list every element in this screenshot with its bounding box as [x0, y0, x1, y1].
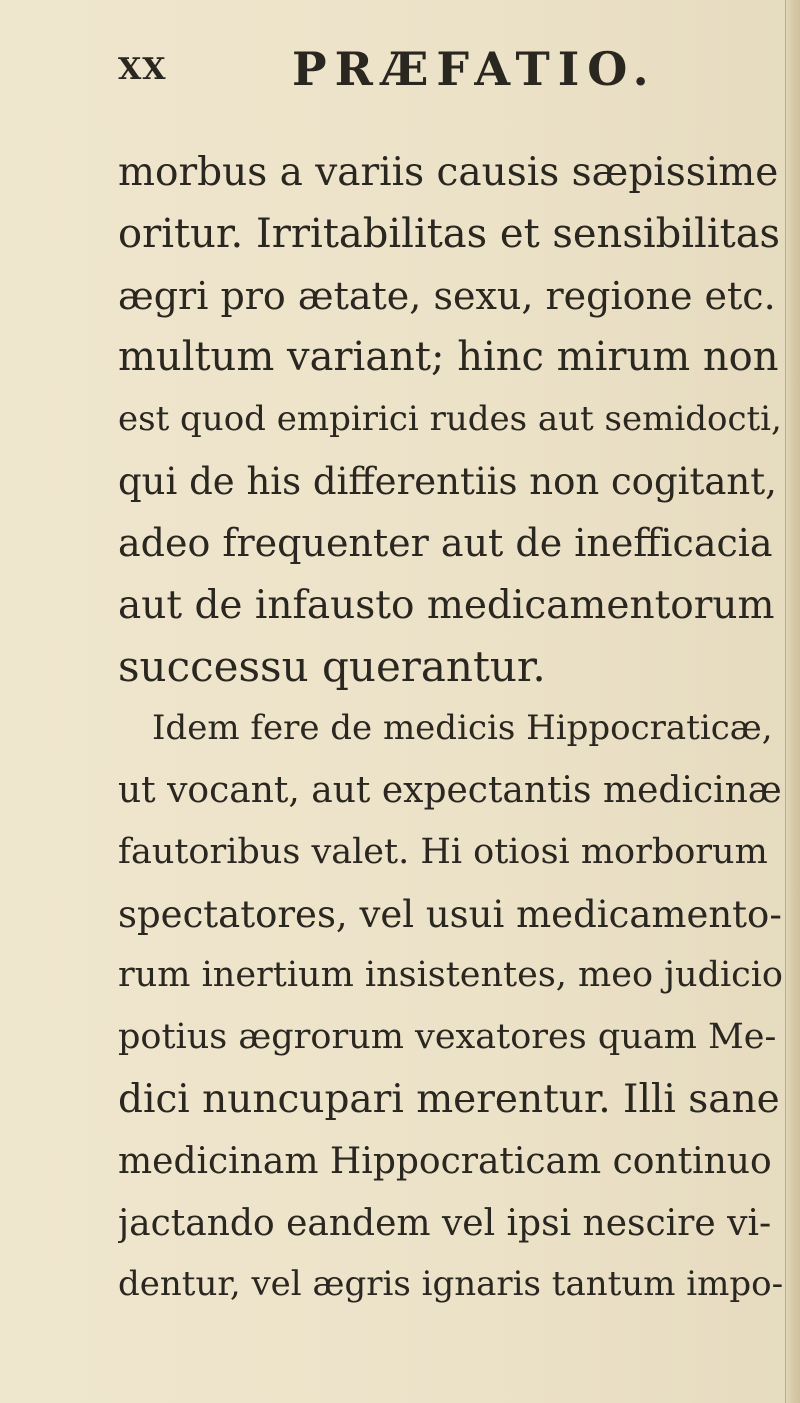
- text-line: ægri pro ætate, sexu, regione etc.: [118, 273, 776, 318]
- text-line: adeo frequenter aut de inefficacia: [118, 520, 773, 565]
- text-line: dici nuncupari merentur. Illi sane: [118, 1076, 780, 1122]
- page-header: [0, 42, 786, 96]
- text-line: fautoribus valet. Hi otiosi morborum: [118, 831, 768, 872]
- text-line: medicinam Hippocraticam continuo: [118, 1140, 772, 1182]
- body-text: [118, 142, 784, 1316]
- text-line: potius ægrorum vexatores quam Me-: [118, 1017, 777, 1058]
- page-number: XX: [118, 52, 167, 87]
- text-line: aut de infausto medicamentorum: [118, 582, 775, 628]
- text-line: ut vocant, aut expectantis medicinæ: [118, 769, 782, 811]
- text-line: dentur, vel ægris ignaris tantum impo-: [118, 1264, 784, 1305]
- text-line: oritur. Irritabilitas et sensibilitas: [118, 210, 781, 257]
- page-edge: [785, 0, 800, 1403]
- text-line: est quod empirici rudes aut semidocti,: [118, 399, 782, 440]
- text-line: multum variant; hinc mirum non: [118, 334, 779, 381]
- running-head: PRÆFATIO.: [292, 42, 657, 96]
- text-line: jactando eandem vel ipsi nescire vi-: [118, 1202, 772, 1244]
- text-line: rum inertium insistentes, meo judicio: [118, 955, 783, 996]
- paragraph-start-line: Idem fere de medicis Hippocraticæ,: [152, 708, 773, 749]
- text-line: successu querantur.: [118, 642, 546, 692]
- text-line: qui de his differentiis non cogitant,: [118, 459, 777, 503]
- text-line: spectatores, vel usui medicamento-: [118, 892, 782, 936]
- text-line: morbus a variis causis sæpissime: [118, 150, 779, 195]
